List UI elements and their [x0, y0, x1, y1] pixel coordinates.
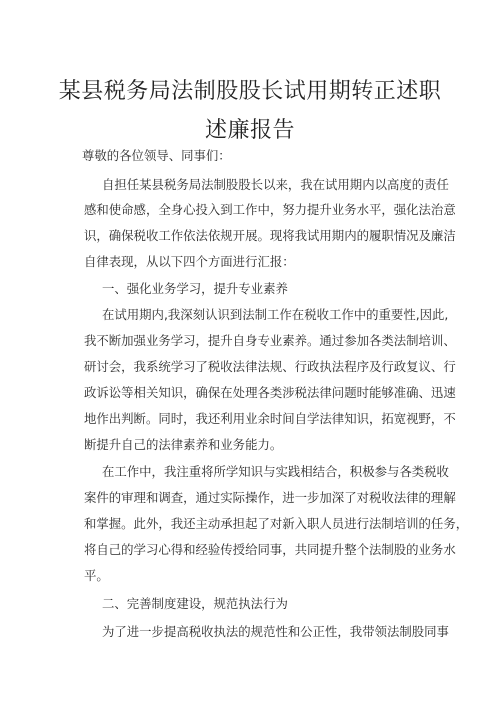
body-line: 为了进一步提高税收执法的规范性和公正性，我带领法制股同事	[102, 624, 449, 639]
document-title-line-2: 述廉报告	[204, 118, 295, 143]
body-line: 感和使命感，全身心投入到工作中，努力提升业务水平，强化法治意	[84, 202, 456, 217]
document-title-line-1: 某县税务局法制股股长试用期转正述职	[58, 79, 442, 104]
body-line: 政诉讼等相关知识，确保在处理各类涉税法律问题时能够准确、迅速	[84, 385, 456, 400]
body-line: 在试用期内,我深刻认识到法制工作在税收工作中的重要性,因此,	[102, 307, 449, 322]
body-line: 识，确保税收工作依法依规开展。现将我试用期内的履职情况及廉洁	[84, 228, 456, 243]
body-line: 断提升自己的法律素养和业务能力。	[84, 437, 283, 452]
body-line: 研讨会，我系统学习了税收法律法规、行政执法程序及行政复议、行	[84, 359, 456, 374]
section-heading-1: 一、强化业务学习，提升专业素养	[102, 281, 288, 296]
body-line: 平。	[84, 568, 109, 583]
body-line: 自担任某县税务局法制股股长以来，我在试用期内以高度的责任	[102, 177, 449, 192]
body-line: 我不断加强业务学习，提升自身专业素养。通过参加各类法制培训、	[84, 333, 456, 348]
body-line: 地作出判断。同时，我还利用业余时间自学法律知识，拓宽视野，不	[84, 411, 456, 426]
body-line: 将自己的学习心得和经验传授给同事，共同提升整个法制股的业务水	[84, 542, 456, 557]
body-line: 案件的审理和调查，通过实际操作，进一步加深了对税收法律的理解	[84, 490, 456, 505]
salutation: 尊敬的各位领导、同事们：	[82, 148, 231, 163]
section-heading-2: 二、完善制度建设，规范执法行为	[102, 596, 288, 611]
body-line: 和掌握。此外，我还主动承担起了对新入职人员进行法制培训的任务，	[84, 516, 469, 531]
body-line: 自律表现，从以下四个方面进行汇报：	[84, 254, 295, 269]
body-line: 在工作中，我注重将所学知识与实践相结合，积极参与各类税收	[102, 464, 449, 479]
